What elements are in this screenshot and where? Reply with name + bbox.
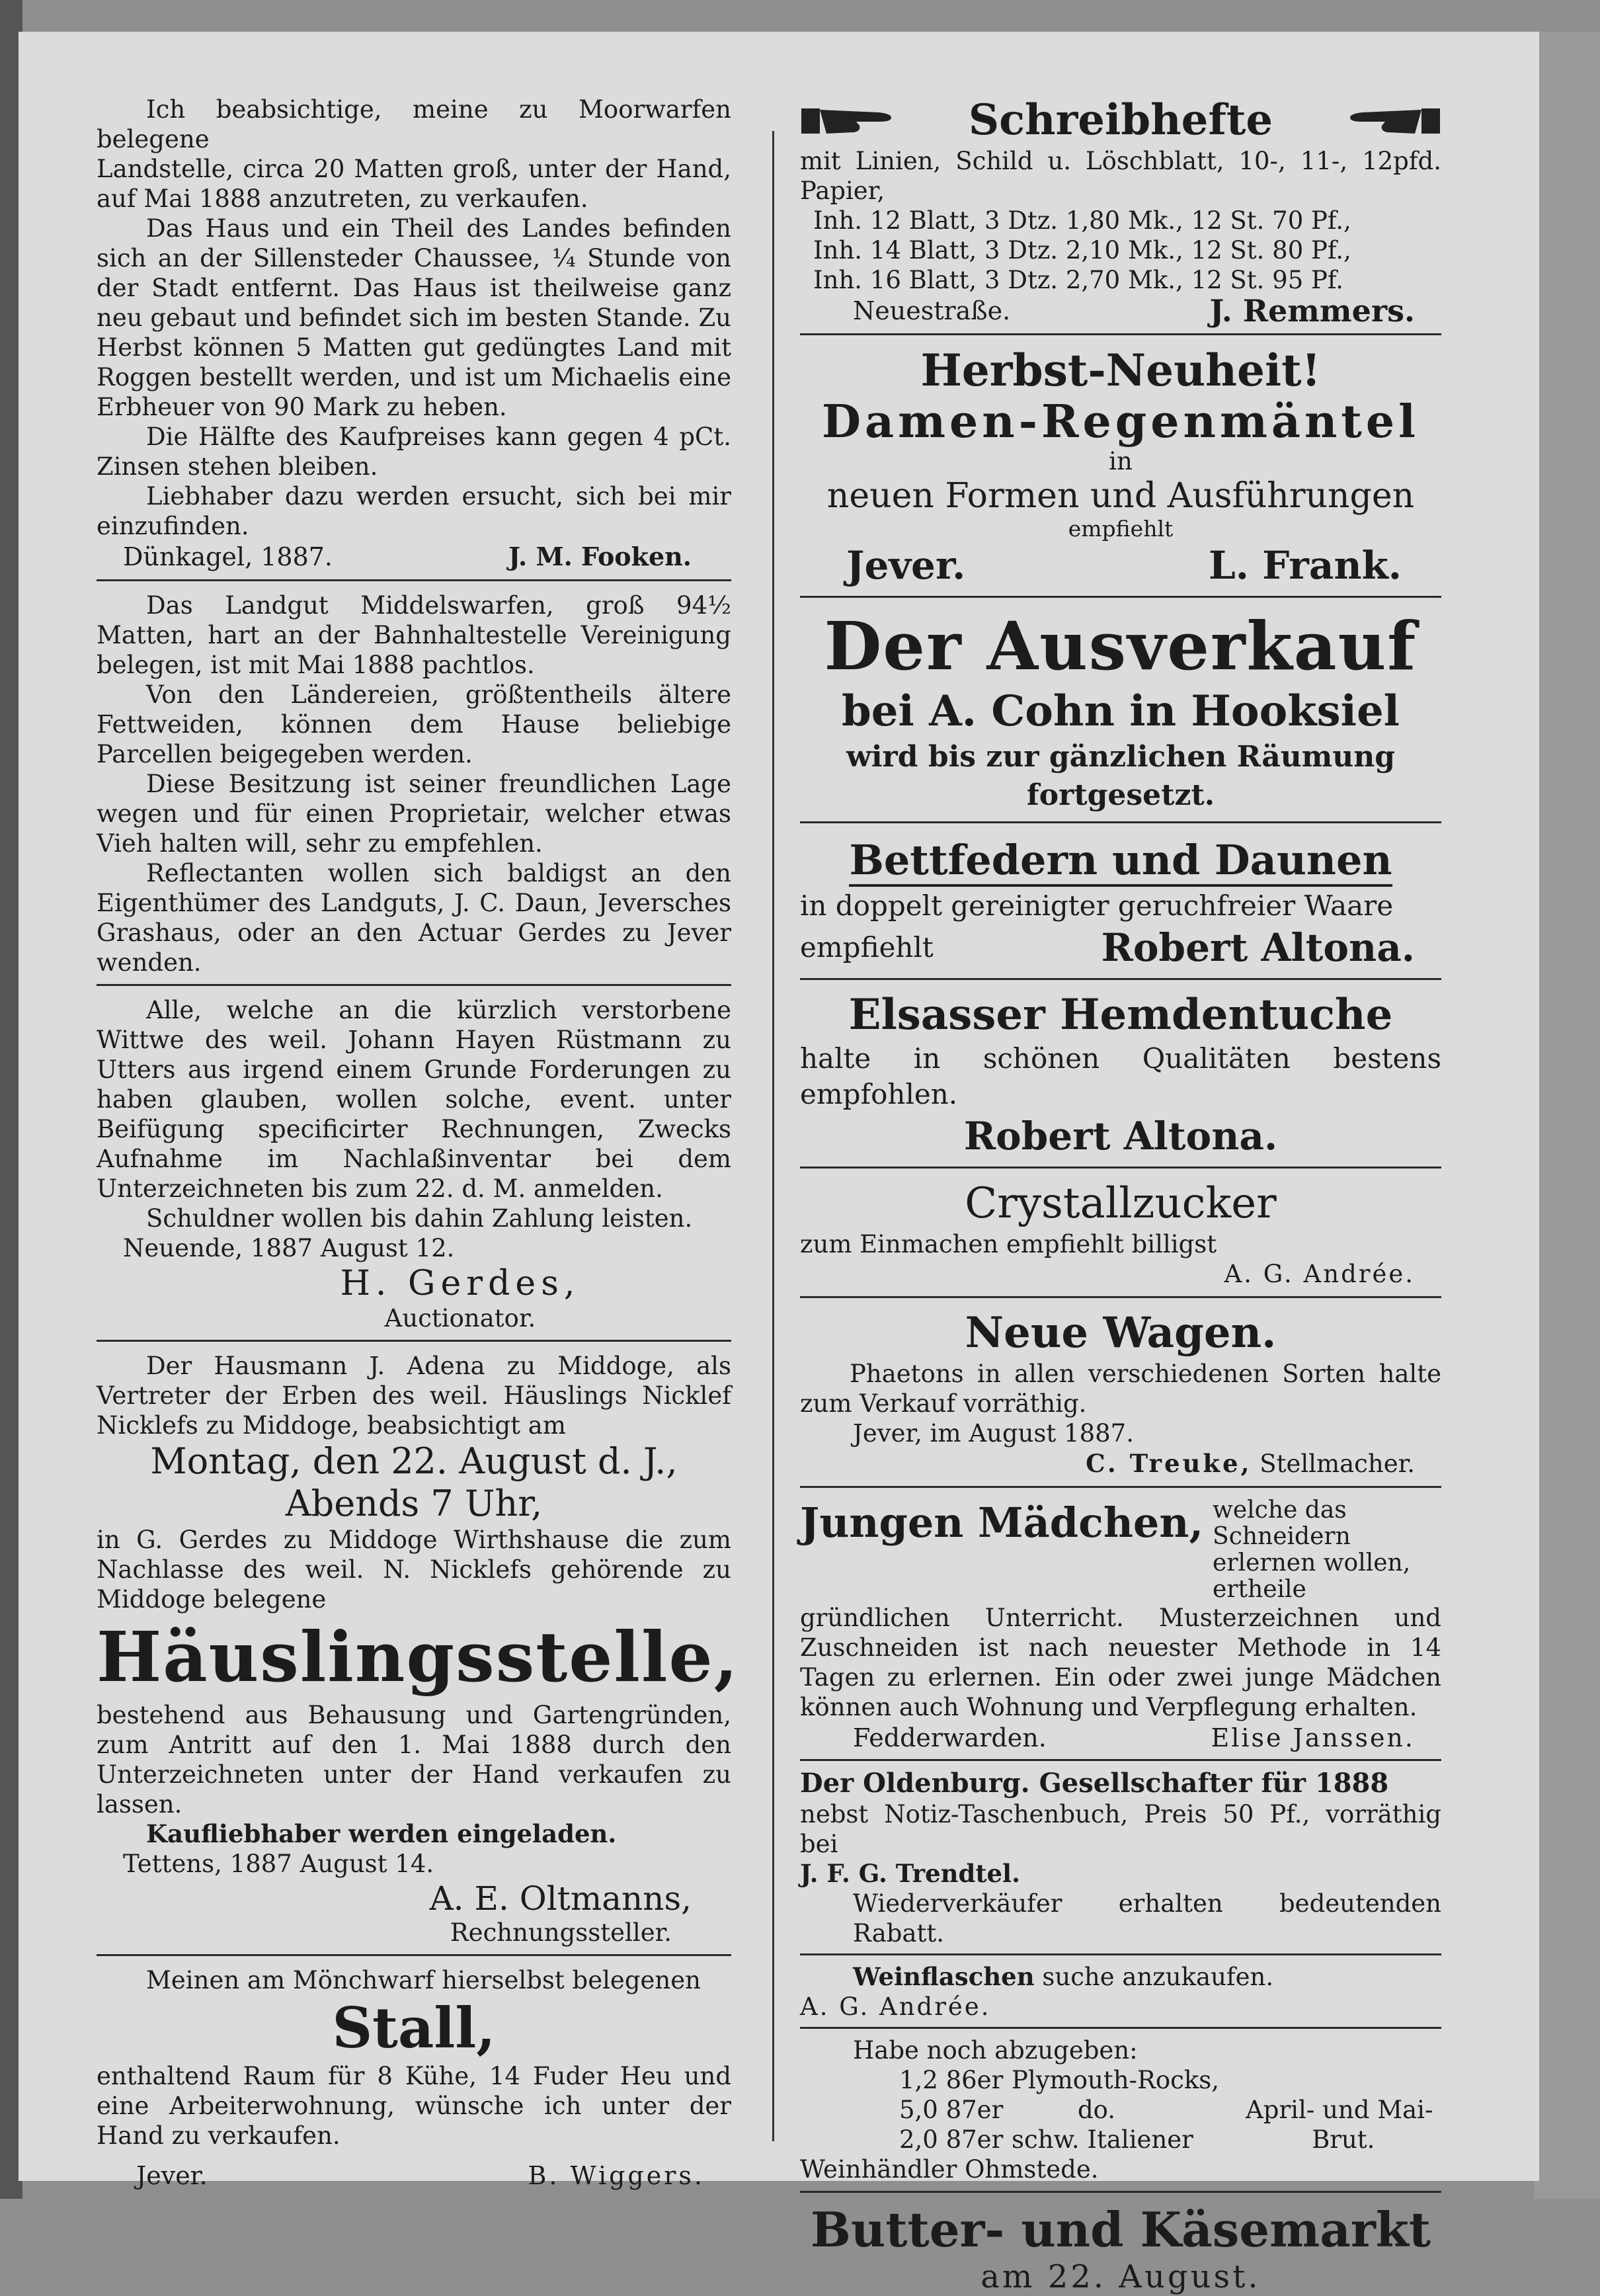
ad-nachlass-ruestmann xyxy=(97,995,731,1333)
ad-headline: Butter- und Käsemarkt xyxy=(810,2201,1431,2258)
ad-signer: J. M. Fooken. xyxy=(508,542,692,571)
ad-signer: Robert Altona. xyxy=(963,1114,1278,1159)
ad-signer: H. Gerdes, xyxy=(340,1264,580,1303)
ad-headline: Jungen Mädchen, xyxy=(800,1498,1204,1547)
ad-headline: Der Oldenburg. Gesellschafter für 1888 xyxy=(800,1768,1389,1799)
ad-text: Liebhaber dazu werden ersucht, sich bei mir einzufinden. xyxy=(97,482,731,540)
ad-headline: Der Ausverkauf xyxy=(824,607,1418,685)
ad-bettfedern xyxy=(800,833,1441,971)
ad-text: enthaltend Raum für 8 Kühe, 14 Fuder Heu und eine Arbeiterwohnung, wünsche ich unter der Hand zu verkaufen. xyxy=(97,2062,731,2150)
ad-separator xyxy=(800,1296,1441,1298)
ad-text: gründlichen Unterricht. Musterzeichnen und Zuschneiden ist nach neuester Methode in 14 Tagen zu erlernen. Ein oder zwei junge Mädchen können auch Wohnung und Verpflegung erhalten. xyxy=(800,1604,1441,1721)
ad-signer: Elise Janssen. xyxy=(1211,1723,1415,1752)
ad-separator xyxy=(800,821,1441,823)
ad-signer: Weinhändler Ohmstede. xyxy=(800,2155,1099,2184)
ad-headline: Häuslingsstelle, xyxy=(97,1616,739,1698)
ad-signer: A. G. Andrée. xyxy=(800,1992,991,2021)
ad-text: in G. Gerdes zu Middoge Wirthshause die zum Nachlasse des weil. N. Nicklefs gehörende zu Middoge belegene xyxy=(97,1526,731,1614)
ad-signer: J. F. G. Trendtel. xyxy=(800,1859,1020,1888)
ad-invite: Kaufliebhaber werden eingeladen. xyxy=(146,1819,617,1848)
ad-schneidern-unterricht xyxy=(800,1497,1441,1754)
ad-separator xyxy=(800,333,1441,335)
ad-separator xyxy=(97,1340,731,1342)
price-row: Inh. 16 Blatt, 3 Dtz. 2,70 Mk., 12 St. 95 Pf. xyxy=(813,266,1344,294)
ad-text: wird bis zur gänzlichen Räumung fortgesetzt. xyxy=(846,740,1396,812)
ad-separator xyxy=(800,1759,1441,1761)
ad-headline: Neue Wagen. xyxy=(965,1308,1277,1358)
brut-text: April- und Mai- xyxy=(1246,2096,1433,2124)
ad-place: Jever. xyxy=(136,2161,208,2190)
ad-text: nebst Notiz-Taschenbuch, Preis 50 Pf., vorräthig bei xyxy=(800,1800,1441,1858)
ad-text: Meinen am Mönchwarf hierselbst belegenen xyxy=(146,1966,701,1994)
price-row: Inh. 14 Blatt, 3 Dtz. 2,10 Mk., 12 St. 80 Pf., xyxy=(813,236,1351,265)
ad-headline: Weinflaschen xyxy=(853,1962,1035,1991)
ad-signer: A. G. Andrée. xyxy=(1224,1260,1415,1288)
ad-place: Jever. xyxy=(846,543,966,588)
pointing-hand-left-icon xyxy=(1342,101,1441,140)
ad-separator xyxy=(97,579,731,581)
ad-text: Landstelle, circa 20 Matten groß, unter der Hand, auf Mai 1888 anzutreten, zu verkaufen. xyxy=(97,155,731,213)
ad-landgut-middelswarfen xyxy=(97,591,731,977)
qty: 2,0 87er xyxy=(899,2125,1004,2154)
ad-separator xyxy=(97,984,731,986)
page-edge xyxy=(1534,32,1600,2199)
ad-signer-title: Auctionator. xyxy=(384,1304,536,1332)
ad-text: zum Einmachen empfiehlt billigst xyxy=(800,1230,1217,1258)
ad-subheadline: bei A. Cohn in Hooksiel xyxy=(842,686,1400,736)
ad-signer: C. Treuke, xyxy=(1086,1449,1252,1478)
ad-headline: Herbst-Neuheit! xyxy=(920,345,1321,396)
ad-text: Phaetons in allen verschiedenen Sorten halte zum Verkauf vorräthig. xyxy=(800,1360,1441,1418)
ad-place: Jever, im August 1887. xyxy=(853,1419,1134,1448)
ad-text: bestehend aus Behausung und Gartengründen, zum Antritt auf den 1. Mai 1888 durch den Unterzeichneten unter der Hand verkaufen zu lassen. xyxy=(97,1701,731,1819)
qty: 1,2 86er xyxy=(899,2066,1004,2094)
ad-headline: Crystallzucker xyxy=(965,1179,1277,1228)
ad-text: suche anzukaufen. xyxy=(1042,1963,1274,1991)
ad-time-line: Abends 7 Uhr, xyxy=(285,1483,543,1524)
ad-separator xyxy=(800,1167,1441,1168)
ad-damen-regenmaentel xyxy=(800,345,1441,589)
ad-separator xyxy=(800,596,1441,598)
ad-text: halte in schönen Qualitäten bestens empfohlen. xyxy=(800,1042,1441,1110)
ad-crystallzucker xyxy=(800,1178,1441,1290)
qty: 5,0 87er xyxy=(899,2096,1004,2124)
ad-headline: Damen-Regenmäntel xyxy=(822,395,1420,448)
ad-stall-moenchwarf xyxy=(97,1965,731,2192)
breed: do. xyxy=(1078,2096,1116,2124)
ad-date-line: Montag, den 22. August d. J., xyxy=(150,1440,678,1482)
price-row: Inh. 12 Blatt, 3 Dtz. 1,80 Mk., 12 St. 70 Pf., xyxy=(813,206,1351,235)
ad-neue-wagen xyxy=(800,1307,1441,1479)
ad-text: Die Hälfte des Kaufpreises kann gegen 4 pCt. Zinsen stehen bleiben. xyxy=(97,423,731,481)
ad-text: Diese Besitzung ist seiner freundlichen Lage wegen und für einen Proprietair, welcher etwas Vieh halten will, sehr zu empfehlen. xyxy=(97,770,731,858)
brut-text: Brut. xyxy=(1312,2125,1375,2154)
ad-text: Alle, welche an die kürzlich verstorbene Wittwe des weil. Johann Hayen Rüstmann zu Utters aus irgend einem Grunde Forderungen zu haben glauben, wollen solche, event. unter Beifügung specificirter Rechnungen, Zwecks Aufnahme im Nachlaßinventar bei dem Unterzeichneten bis zum 22. d. M. anmelden. xyxy=(97,996,731,1203)
ad-place: Fedderwarden. xyxy=(853,1723,1047,1752)
ad-text: neuen Formen und Ausführungen xyxy=(826,476,1415,516)
ad-text: Ich beabsichtige, meine zu Moorwarfen belegene xyxy=(97,95,731,153)
ad-headline: Stall, xyxy=(332,1995,496,2061)
ad-text: Reflectanten wollen sich baldigst an den Eigenthümer des Landguts, J. C. Daun, Jeversches Grashaus, oder an den Actuar Gerdes zu Jever wenden. xyxy=(97,859,731,977)
ad-ausverkauf-cohn xyxy=(800,607,1441,815)
ad-text: empfiehlt xyxy=(800,931,934,964)
ad-hemdentuche xyxy=(800,989,1441,1160)
ad-place: Neuestraße. xyxy=(853,296,1011,325)
newspaper-page xyxy=(19,32,1539,2295)
ad-text: Habe noch abzugeben: xyxy=(853,2036,1138,2065)
left-column xyxy=(97,95,739,2192)
column-divider xyxy=(772,131,774,2141)
ad-text: welche das Schneidern erlernen wollen, ertheile xyxy=(1213,1496,1411,1603)
ad-text: Von den Ländereien, größtentheils ältere Fettweiden, können dem Hause beliebige Parcellen beigegeben werden. xyxy=(97,680,731,768)
ad-huehner xyxy=(800,2035,1441,2184)
ad-haeuslingsstelle-middoge xyxy=(97,1351,739,1948)
ad-text: in xyxy=(1109,447,1133,475)
ad-text: Der Hausmann J. Adena zu Middoge, als Vertreter der Erben des weil. Häuslings Nicklef Nicklefs zu Middoge, beabsichtigt am xyxy=(97,1352,731,1440)
ad-text: Schuldner wollen bis dahin Zahlung leisten. xyxy=(146,1204,693,1233)
pointing-hand-right-icon xyxy=(800,101,899,140)
ad-text: empfiehlt xyxy=(1068,516,1174,542)
ad-text: am 22. August. xyxy=(980,2258,1261,2295)
ad-text: Das Landgut Middelswarfen, groß 94½ Matten, hart an der Bahnhaltestelle Vereinigung belegen, ist mit Mai 1888 pachtlos. xyxy=(97,591,731,679)
ad-separator xyxy=(800,1953,1441,1955)
ad-separator xyxy=(97,1954,731,1956)
ad-separator xyxy=(800,978,1441,980)
ad-signer-title: Stellmacher. xyxy=(1260,1450,1415,1478)
ad-weinflaschen xyxy=(800,1962,1441,2022)
ad-signer: Robert Altona. xyxy=(1101,925,1415,970)
ad-signer: L. Frank. xyxy=(1208,543,1402,588)
ad-butter-kaesemarkt xyxy=(800,2202,1441,2296)
ad-separator xyxy=(800,2191,1441,2193)
ad-text: in doppelt gereinigter geruchfreier Waare xyxy=(800,889,1394,922)
ad-signer-title: Rechnungssteller. xyxy=(450,1918,672,1947)
ad-signer: J. Remmers. xyxy=(1209,293,1415,329)
ad-headline: Bettfedern und Daunen xyxy=(849,836,1392,887)
ad-place: Neuende, 1887 August 12. xyxy=(123,1234,455,1262)
ad-text: Das Haus und ein Theil des Landes befinden sich an der Sillensteder Chaussee, ¼ Stunde von der Stadt entfernt. Das Haus ist theilweise ganz neu gebaut und befindet sich im besten Stande. Zu Herbst können 5 Matten gut gedüngtes Land mit Roggen bestellt werden, und ist um Michaelis eine Erbheuer von 90 Mark zu heben. xyxy=(97,214,731,421)
ad-headline: Elsasser Hemdentuche xyxy=(848,990,1393,1040)
breed: Plymouth-Rocks, xyxy=(1012,2066,1220,2094)
ad-place: Dünkagel, 1887. xyxy=(123,542,333,571)
ad-signer: B. Wiggers. xyxy=(528,2161,705,2190)
ad-separator xyxy=(800,2027,1441,2029)
ad-schreibhefte xyxy=(800,95,1441,327)
breed: schw. Italiener xyxy=(1012,2125,1193,2154)
ad-text: mit Linien, Schild u. Löschblatt, 10-, 11-, 12pfd. Papier, xyxy=(800,147,1441,205)
ad-oldenburg-gesellschafter xyxy=(800,1768,1441,1948)
right-column xyxy=(800,95,1441,2296)
ad-headline: Schreibhefte xyxy=(968,95,1273,145)
ad-separator xyxy=(800,1486,1441,1488)
ad-signer: A. E. Oltmanns, xyxy=(429,1879,692,1918)
ad-place: Tettens, 1887 August 14. xyxy=(123,1850,434,1878)
ad-landstelle-moorwarfen xyxy=(97,95,731,573)
ad-text: Wiederverkäufer erhalten bedeutenden Rabatt. xyxy=(853,1889,1441,1948)
